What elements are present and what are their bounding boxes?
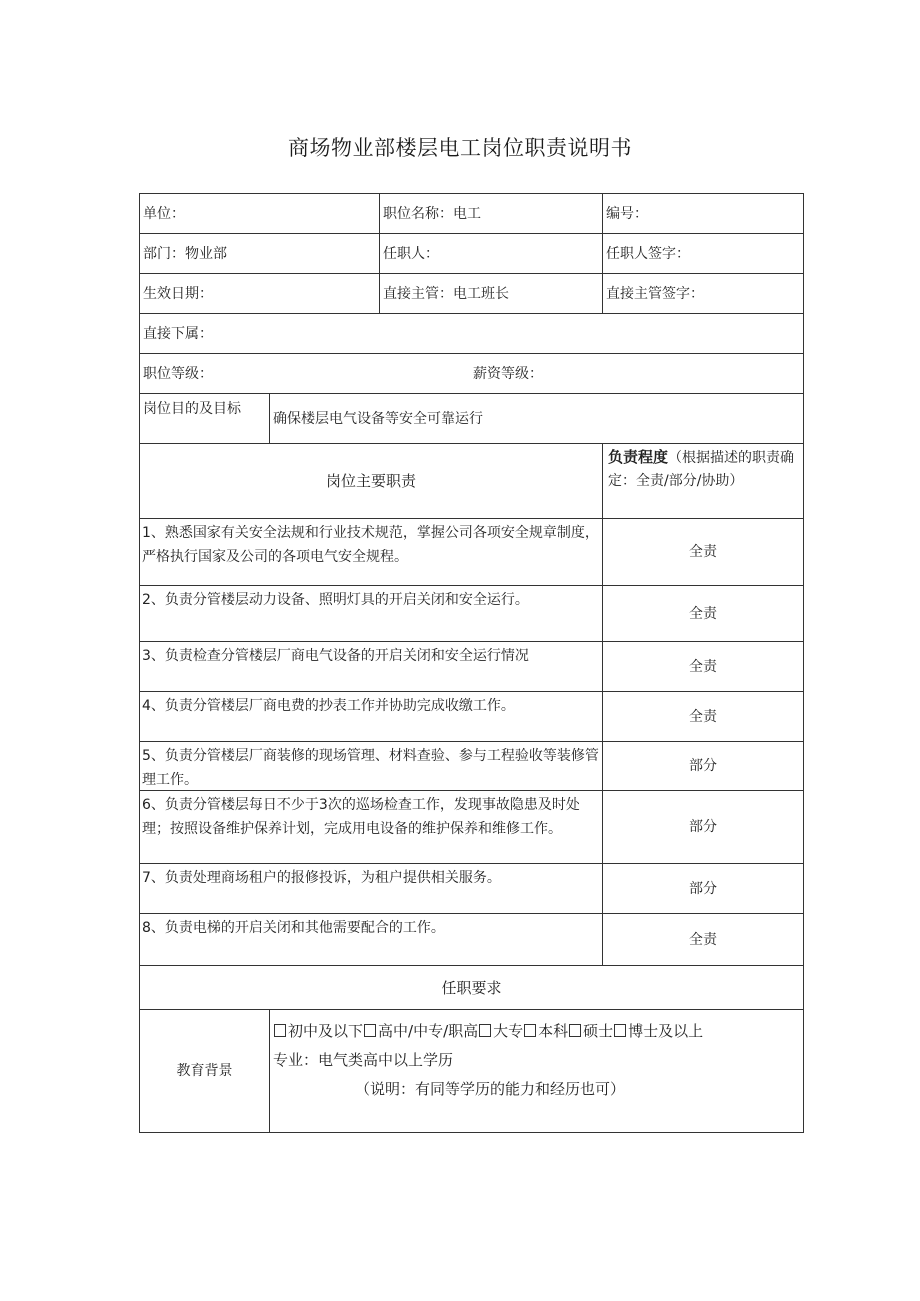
purpose-label: 岗位目的及目标 [143, 401, 241, 417]
education-option-label: 博士及以上 [628, 1022, 704, 1040]
duty-level: 全责 [602, 692, 803, 741]
education-option [363, 1022, 478, 1040]
subordinates-cell: 直接下属： [143, 325, 213, 342]
education-option [568, 1022, 613, 1040]
education-option [478, 1022, 523, 1040]
row-purpose [139, 394, 804, 444]
checkbox-icon[interactable] [479, 1024, 491, 1037]
education-option [523, 1022, 568, 1040]
purpose-value: 确保楼层电气设备等安全可靠运行 [269, 394, 803, 443]
education-option-label: 高中/中专/职高 [378, 1022, 479, 1040]
checkbox-icon[interactable] [569, 1024, 581, 1037]
education-option-label: 本科 [538, 1022, 569, 1040]
dept-cell: 部门：物业部 [143, 245, 227, 262]
education-option [273, 1022, 363, 1040]
duty-level: 部分 [602, 742, 803, 790]
education-content [269, 1010, 803, 1132]
row-effective [139, 274, 804, 314]
education-major: 专业：电气类高中以上学历 [273, 1051, 454, 1069]
duty-text: 5、负责分管楼层厂商装修的现场管理、材料查验、参与工程验收等装修管理工作。 [142, 748, 599, 788]
checkbox-icon[interactable] [524, 1024, 536, 1037]
number-cell: 编号： [602, 194, 803, 233]
table-row [139, 692, 804, 742]
education-detail [273, 1046, 799, 1104]
table-row [139, 742, 804, 791]
job-description-table [139, 193, 804, 1133]
education-option-label: 大专 [493, 1022, 524, 1040]
duties-header-row [139, 444, 804, 519]
supervisor-cell: 直接主管：电工班长 [379, 274, 602, 313]
duty-text: 7、负责处理商场租户的报修投诉，为租户提供相关服务。 [142, 870, 501, 886]
duty-text: 4、负责分管楼层厂商电费的抄表工作并协助完成收缴工作。 [142, 698, 515, 714]
unit-cell: 单位： [143, 205, 185, 222]
effective-date-cell: 生效日期： [143, 285, 213, 302]
education-row [139, 1010, 804, 1133]
duty-level: 全责 [602, 519, 803, 585]
checkbox-icon[interactable] [614, 1024, 626, 1037]
table-row [139, 586, 804, 642]
level-header [602, 444, 803, 518]
holder-sign-cell: 任职人签字： [602, 234, 803, 273]
education-note: （说明：有同等学历的能力和经历也可） [355, 1080, 626, 1098]
document-title: 商场物业部楼层电工岗位职责说明书 [288, 136, 632, 160]
duty-level: 部分 [602, 791, 803, 863]
table-row [139, 519, 804, 586]
table-row [139, 914, 804, 966]
duty-level: 全责 [602, 586, 803, 641]
duty-text: 1、熟悉国家有关安全法规和行业技术规范，掌握公司各项安全规章制度，严格执行国家及公司的各项电气安全规程。 [142, 525, 599, 565]
duties-header: 岗位主要职责 [325, 472, 416, 490]
salary-cell: 薪资等级： [473, 365, 543, 382]
duty-text: 6、负责分管楼层每日不少于3次的巡场检查工作，发现事故隐患及时处理；按照设备维护保养计划，完成用电设备的维护保养和维修工作。 [142, 797, 580, 837]
row-grade [139, 354, 804, 394]
checkbox-icon[interactable] [364, 1024, 376, 1037]
education-option-label: 初中及以下 [288, 1022, 364, 1040]
table-row [139, 642, 804, 692]
level-header-bold: 负责程度 [608, 448, 669, 466]
table-row [139, 864, 804, 914]
duty-text: 8、负责电梯的开启关闭和其他需要配合的工作。 [142, 920, 445, 936]
supervisor-sign-cell: 直接主管签字： [602, 274, 803, 313]
row-unit [139, 193, 804, 234]
level-header-note: （根据描述的职责确定：全责/部分/协助） [608, 450, 795, 489]
position-name-cell: 职位名称：电工 [379, 194, 602, 233]
duty-level: 全责 [602, 914, 803, 965]
holder-cell: 任职人： [379, 234, 602, 273]
education-option-label: 硕士 [583, 1022, 614, 1040]
row-subordinates [139, 314, 804, 354]
checkbox-icon[interactable] [274, 1024, 286, 1037]
education-label: 教育背景 [176, 1063, 233, 1079]
duty-level: 全责 [602, 642, 803, 691]
row-dept [139, 234, 804, 274]
education-option [613, 1022, 703, 1040]
duty-text: 3、负责检查分管楼层厂商电气设备的开启关闭和安全运行情况 [142, 648, 529, 664]
requirements-header: 任职要求 [441, 978, 502, 997]
duties-list [139, 519, 804, 966]
duty-level: 部分 [602, 864, 803, 913]
requirements-header-row [139, 966, 804, 1010]
education-options [273, 1017, 799, 1046]
grade-cell: 职位等级： [143, 365, 213, 382]
duty-text: 2、负责分管楼层动力设备、照明灯具的开启关闭和安全运行。 [142, 592, 529, 608]
table-row [139, 791, 804, 864]
